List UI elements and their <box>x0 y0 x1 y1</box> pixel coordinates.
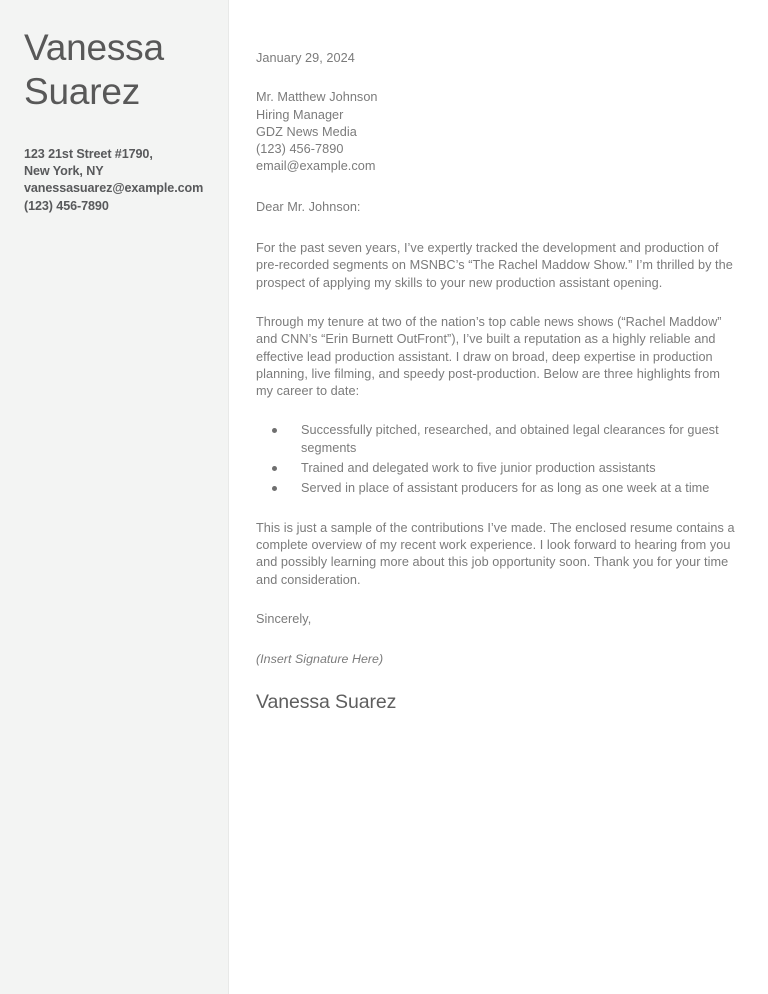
recipient-name: Mr. Matthew Johnson <box>256 90 378 105</box>
contact-street-address: 123 21st Street #1790, <box>24 147 153 161</box>
letter-body <box>256 50 738 714</box>
recipient-phone: (123) 456-7890 <box>256 142 344 157</box>
contact-phone: (123) 456-7890 <box>24 198 109 213</box>
signature-placeholder: (Insert Signature Here) <box>256 652 384 667</box>
list-item-label: Served in place of assistant producers for as long as one week at a time <box>301 481 710 496</box>
sidebar <box>0 0 229 994</box>
contact-email: vanessasuarez@example.com <box>24 181 204 196</box>
highlights-list <box>256 422 738 497</box>
applicant-first-name: Vanessa <box>24 27 164 68</box>
list-item <box>256 460 738 477</box>
recipient-block <box>256 89 738 175</box>
bullet-point-icon <box>272 428 277 433</box>
signature-name: Vanessa Suarez <box>256 691 397 714</box>
list-item <box>256 480 738 497</box>
applicant-name-heading <box>24 26 214 114</box>
recipient-title: Hiring Manager <box>256 107 344 122</box>
contact-city-state: New York, NY <box>24 164 104 179</box>
applicant-contact-block <box>24 146 224 215</box>
applicant-last-name: Suarez <box>24 71 141 112</box>
list-item-label: Trained and delegated work to five junior production assistants <box>301 461 656 476</box>
list-item-label: Successfully pitched, researched, and obtained legal clearances for guest segments <box>301 423 719 455</box>
recipient-company: GDZ News Media <box>256 124 357 139</box>
list-item <box>256 422 738 457</box>
letter-date: January 29, 2024 <box>256 51 355 65</box>
closing-paragraph: This is just a sample of the contributions I’ve made. The enclosed resume contains a complete overview of my recent work experience. I look forward to hearing from you and possibly learning more about this job opportunity soon. Thank you for your time and consideration. <box>256 520 735 587</box>
body-paragraph-2: Through my tenure at two of the nation’s top cable news shows (“Rachel Maddow” and CNN’s “Erin Burnett OutFront”), I’ve built a reputation as a highly reliable and effective lead production assistant. I draw on broad, deep expertise in production planning, live filming, and speedy post-production. Below are three highlights from my career to date: <box>256 314 722 399</box>
body-paragraph-1: For the past seven years, I’ve expertly tracked the development and production of pre-recorded segments on MSNBC’s “The Rachel Maddow Show.” I’m thrilled by the prospect of applying my skills to your new production assistant opening. <box>256 241 733 290</box>
sign-off: Sincerely, <box>256 611 312 626</box>
salutation: Dear Mr. Johnson: <box>256 199 361 214</box>
bullet-point-icon <box>272 486 277 491</box>
recipient-email: email@example.com <box>256 159 376 174</box>
bullet-point-icon <box>272 466 277 471</box>
